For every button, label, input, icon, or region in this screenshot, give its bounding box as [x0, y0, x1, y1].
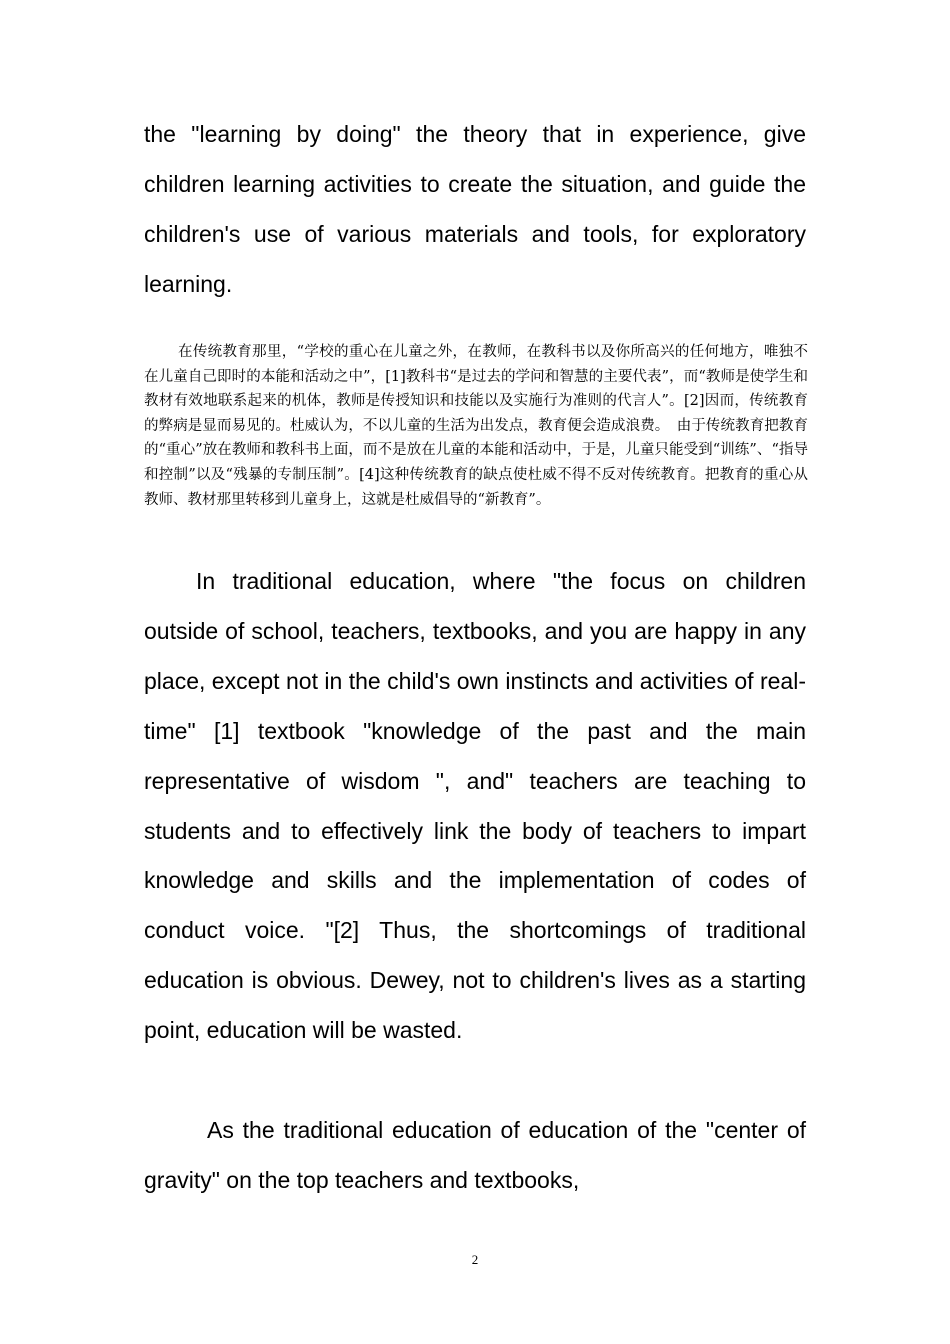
paragraph-traditional-education: In traditional education, where "the focus on children outside of school, teachers, textbooks, and you are happy in any place, except not in the child's own instincts and activities of real-time" [1] textbook "knowledge of the past and the main representative of wisdom ", and" teachers are teaching to students and to effectively link the body of teachers to impart knowledge and skills and the implementation of codes of conduct voice. "[2] Thus, the shortcomings of traditional education is obvious. Dewey, not to children's lives as a starting point, education will be wasted.: [144, 568, 806, 1044]
paragraph-learning-by-doing: the "learning by doing" the theory that in experience, give children learning activities to create the situation, and guide the children's use of various materials and tools, for exploratory learning.: [144, 121, 806, 297]
page-number: 2: [471, 1252, 479, 1267]
paragraph-chinese: 在传统教育那里，“学校的重心在儿童之外，在教师，在教科书以及你所高兴的任何地方，唯独不在儿童自己即时的本能和活动之中”，[1]教科书“是过去的学问和智慧的主要代表”，而“教师是使学生和教材有效地联系起来的机体，教师是传授知识和技能以及实施行为准则的代言人”。[2]因而，传统教育的弊病是显而易见的。杜威认为，不以儿童的生活为出发点，教育便会造成浪费。 由于传统教育把教育的“重心”放在教师和教科书上面，而不是放在儿童的本能和活动中，于是，儿童只能受到“训练”、“指导和控制”以及“残暴的专制压制”。[4]这种传统教育的缺点使杜威不得不反对传统教育。把教育的重心从教师、教材那里转移到儿童身上，这就是杜威倡导的“新教育”。: [144, 344, 808, 508]
paragraph-center-of-gravity: As the traditional education of education of the "center of gravity" on the top teachers and textbooks,: [144, 1117, 806, 1193]
